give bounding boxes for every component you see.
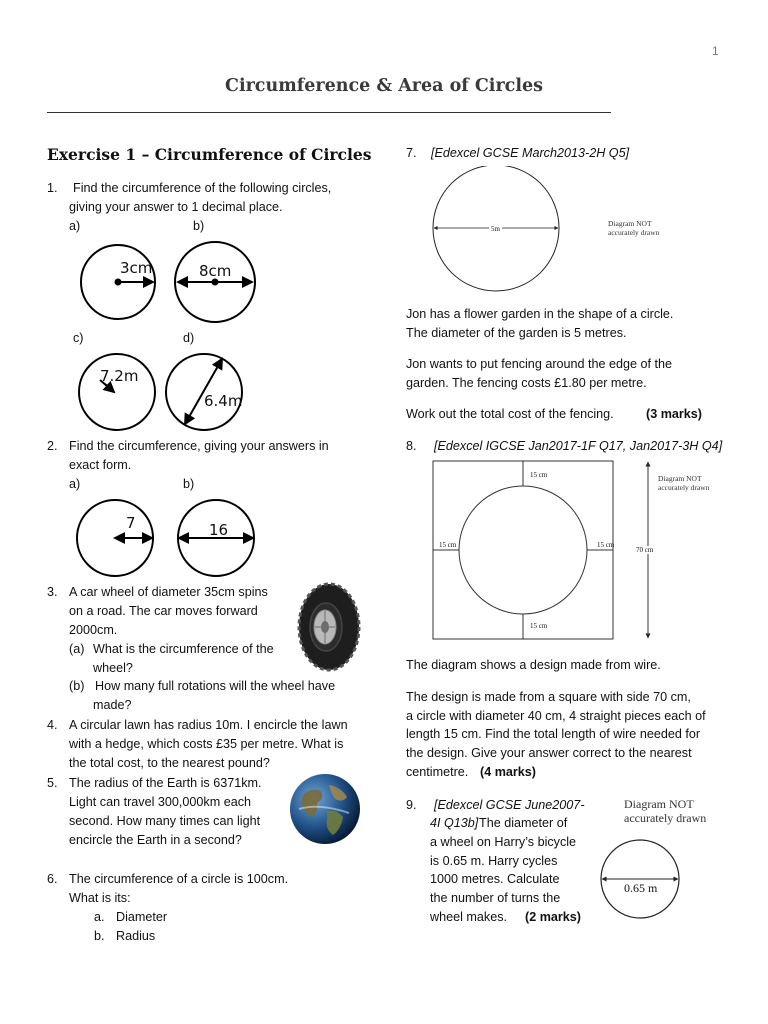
q1-label-c: c) <box>73 331 84 345</box>
tyre-image <box>296 582 362 672</box>
q8-square <box>433 461 613 639</box>
q9-source-part1: [Edexcel GCSE June2007- <box>434 798 585 812</box>
q4-line1: A circular lawn has radius 10m. I encircle the lawn <box>69 718 348 732</box>
q9-diagram-note: Diagram NOT accurately drawn <box>624 797 707 825</box>
q5-line1: The radius of the Earth is 6371km. <box>69 776 262 790</box>
q9-number: 9. <box>406 798 417 812</box>
exercise-heading: Exercise 1 – Circumference of Circles <box>47 145 372 164</box>
q2-label-b: b) <box>183 477 195 491</box>
q8-label-top: 15 cm <box>530 471 548 479</box>
q5-line3: second. How many times can light <box>69 814 261 828</box>
q2b-value: 16 <box>209 521 229 539</box>
q3-line3: 2000cm. <box>69 623 118 637</box>
q6-sub-a-label: a. <box>94 910 105 924</box>
q8-line5: the design. Give your answer correct to the nearest <box>406 746 692 760</box>
q1c-value: 7.2m <box>100 367 139 385</box>
q4-line2: with a hedge, which costs £35 per metre. What is <box>69 737 344 751</box>
q3b-line2: made? <box>93 698 132 712</box>
q9-line3: is 0.65 m. Harry cycles <box>430 854 558 868</box>
q8-circle <box>459 486 587 614</box>
q6-line2: What is its: <box>69 891 131 905</box>
q7-marks: (3 marks) <box>646 407 703 421</box>
q6-sub-a: Diameter <box>116 910 168 924</box>
q2-number: 2. <box>47 439 58 453</box>
q3-line1: A car wheel of diameter 35cm spins <box>69 585 268 599</box>
q8-diagram-note: Diagram NOT accurately drawn <box>658 474 710 492</box>
q2-text-line2: exact form. <box>69 458 132 472</box>
q3a-line2: wheel? <box>93 661 133 675</box>
page-number: 1 <box>712 44 719 58</box>
q9-line5: the number of turns the <box>430 891 561 905</box>
q1-label-b: b) <box>193 219 205 233</box>
q2a-value: 7 <box>126 514 136 532</box>
q1d-value: 6.4m <box>204 392 243 410</box>
q1-label-d: d) <box>183 331 195 345</box>
q9-line1: The diameter of <box>479 816 568 830</box>
q1c-circle <box>79 354 155 430</box>
q2-circles <box>72 498 262 578</box>
q9-line2: a wheel on Harry’s bicycle <box>430 835 577 849</box>
q8-label-side: 70 cm <box>636 546 654 554</box>
q1a-value: 3cm <box>120 259 153 277</box>
q6-line1: The circumference of a circle is 100cm. <box>69 872 289 886</box>
q7-line3: Jon wants to put fencing around the edge of the <box>406 357 673 371</box>
q3b-line1: How many full rotations will the wheel have <box>95 679 336 693</box>
q7-source: [Edexcel GCSE March2013-2H Q5] <box>431 146 630 160</box>
q1-label-a: a) <box>69 219 81 233</box>
q8-line4: length 15 cm. Find the total length of wire needed for <box>406 727 701 741</box>
q3a-label: (a) <box>69 642 85 656</box>
title-divider <box>47 112 611 113</box>
q3a-line1: What is the circumference of the <box>93 642 274 656</box>
q8-label-bottom: 15 cm <box>530 622 548 630</box>
q7-line5: Work out the total cost of the fencing. <box>406 407 614 421</box>
q7-diagram-note: Diagram NOT accurately drawn <box>608 219 660 237</box>
q5-number: 5. <box>47 776 58 790</box>
q5-line4: encircle the Earth in a second? <box>69 833 242 847</box>
q1b-value: 8cm <box>199 262 232 280</box>
q9-diagram-label: 0.65 m <box>624 881 658 895</box>
q3b-label: (b) <box>69 679 85 693</box>
q7-line1: Jon has a flower garden in the shape of a circle. <box>406 307 674 321</box>
q8-number: 8. <box>406 439 417 453</box>
q5-line2: Light can travel 300,000km each <box>69 795 252 809</box>
q6-number: 6. <box>47 872 58 886</box>
q8-line3: a circle with diameter 40 cm, 4 straight pieces each of <box>406 709 706 723</box>
q2-text-line1: Find the circumference, giving your answers in <box>69 439 329 453</box>
q9-line4: 1000 metres. Calculate <box>430 872 560 886</box>
q8-marks: (4 marks) <box>480 765 537 779</box>
q2-label-a: a) <box>69 477 81 491</box>
q4-number: 4. <box>47 718 58 732</box>
q1-number: 1. <box>47 181 58 195</box>
q1-ab-circles <box>78 238 268 330</box>
q3-line2: on a road. The car moves forward <box>69 604 258 618</box>
q8-line6: centimetre. <box>406 765 469 779</box>
q6-sub-b-label: b. <box>94 929 105 943</box>
q4-line3: the total cost, to the nearest pound? <box>69 756 270 770</box>
q8-line1: The diagram shows a design made from wire. <box>406 658 661 672</box>
q7-number: 7. <box>406 146 417 160</box>
q8-label-right: 15 cm <box>597 541 615 549</box>
q9-diagram <box>598 837 682 921</box>
q6-sub-b: Radius <box>116 929 156 943</box>
q8-line2: The design is made from a square with side 70 cm, <box>406 690 691 704</box>
q1-text-line2: giving your answer to 1 decimal place. <box>69 200 283 214</box>
q3-number: 3. <box>47 585 58 599</box>
q7-diagram-label: 5m <box>491 225 500 233</box>
q7-line2: The diameter of the garden is 5 metres. <box>406 326 627 340</box>
q7-line4: garden. The fencing costs £1.80 per metre. <box>406 376 647 390</box>
q8-label-left: 15 cm <box>439 541 457 549</box>
q9-source-part2: 4I Q13b] <box>430 816 479 830</box>
q8-source: [Edexcel IGCSE Jan2017-1F Q17, Jan2017-3H Q4] <box>434 439 723 453</box>
page-title: Circumference & Area of Circles <box>225 76 543 96</box>
q1-text-line1: Find the circumference of the following circles, <box>73 181 332 195</box>
q9-marks: (2 marks) <box>525 910 582 924</box>
q9-line6: wheel makes. <box>430 910 507 924</box>
earth-image <box>289 773 361 845</box>
